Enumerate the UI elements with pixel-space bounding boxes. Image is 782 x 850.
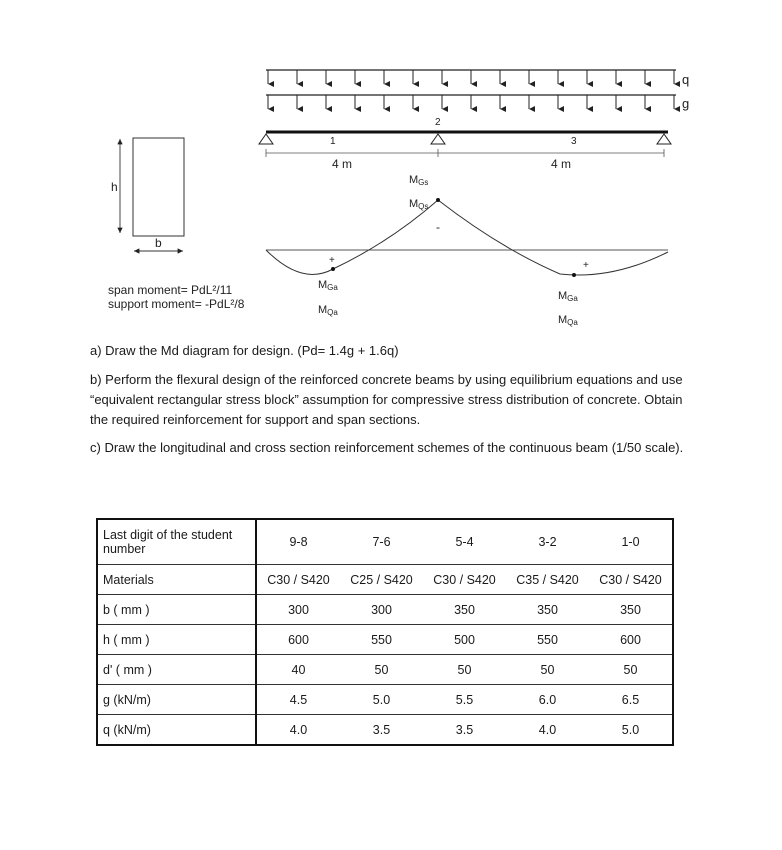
load-label-q: q [682, 72, 690, 87]
span-length-1: 4 m [332, 157, 353, 171]
table-row-label: d' ( mm ) [97, 655, 256, 685]
table-cell: 5.0 [589, 715, 673, 746]
support-1 [259, 134, 273, 144]
table-column-header: 5-4 [423, 519, 506, 565]
table-cell: 4.0 [506, 715, 589, 746]
question-c: c) Draw the longitudinal and cross section reinforcement schemes of the continuous beam (1/50 scale). [90, 440, 684, 455]
height-label: h [111, 180, 118, 194]
parameter-table [96, 518, 674, 746]
support-moment-point [436, 198, 440, 202]
table-row-label: Materials [97, 565, 256, 595]
section-number-1: 1 [330, 136, 336, 147]
table-cell: 550 [340, 625, 423, 655]
table-cell: 6.0 [506, 685, 589, 715]
dead-load-g [266, 95, 676, 109]
table-cell: 600 [589, 625, 673, 655]
span-length-2: 4 m [551, 157, 572, 171]
table-cell: 50 [506, 655, 589, 685]
table-cell: C30 / S420 [589, 565, 673, 595]
table-row [97, 655, 673, 685]
span-2-max-point [572, 273, 576, 277]
table-row-label: b ( mm ) [97, 595, 256, 625]
span-2-label-g: MGa [558, 290, 578, 303]
table-cell: 550 [506, 625, 589, 655]
table-row-label: h ( mm ) [97, 625, 256, 655]
table-row [97, 715, 673, 746]
dimension-line [266, 149, 664, 157]
support-sign: - [436, 220, 440, 234]
table-column-header: 3-2 [506, 519, 589, 565]
table-cell: 50 [340, 655, 423, 685]
span-1-max-point [331, 267, 335, 271]
table-header-label: Last digit of the student number [97, 519, 256, 565]
support-2 [431, 134, 445, 144]
table-cell: 50 [589, 655, 673, 685]
table-cell: 300 [340, 595, 423, 625]
beam-figure [0, 0, 782, 340]
table-row [97, 625, 673, 655]
question-b: b) Perform the flexural design of the reinforced concrete beams by using equilibrium equations and use “equivalent rectangular stress block” assumption for compressive stress distribution of concrete. Obtain the required reinforcement for support and span sections. [90, 372, 683, 427]
table-cell: 5.5 [423, 685, 506, 715]
support-label-q: MQs [409, 198, 429, 211]
live-load-q [266, 70, 676, 84]
table-row [97, 565, 673, 595]
table-cell: 500 [423, 625, 506, 655]
table-cell: 4.5 [256, 685, 340, 715]
span-2-sign: + [583, 260, 589, 271]
table-column-header: 9-8 [256, 519, 340, 565]
table-cell: 6.5 [589, 685, 673, 715]
table-cell: 600 [256, 625, 340, 655]
table-cell: C30 / S420 [423, 565, 506, 595]
table-cell: 50 [423, 655, 506, 685]
load-label-g: g [682, 96, 690, 111]
table-cell: 3.5 [423, 715, 506, 746]
span-2-label-q: MQa [558, 314, 578, 327]
table-cell: 40 [256, 655, 340, 685]
table-column-header: 1-0 [589, 519, 673, 565]
table-cell: 4.0 [256, 715, 340, 746]
table-row-label: g (kN/m) [97, 685, 256, 715]
span-moment-formula: span moment= PdL²/11 [108, 283, 233, 297]
table-cell: C35 / S420 [506, 565, 589, 595]
support-moment-formula: support moment= -PdL²/8 [108, 297, 245, 311]
span-1-label-q: MQa [318, 304, 338, 317]
table-cell: C25 / S420 [340, 565, 423, 595]
table-row-label: q (kN/m) [97, 715, 256, 746]
question-a: a) Draw the Md diagram for design. (Pd= 1.4g + 1.6q) [90, 343, 399, 358]
width-label: b [155, 236, 162, 250]
table-cell: 5.0 [340, 685, 423, 715]
cross-section [133, 138, 184, 236]
section-number-3: 3 [571, 136, 577, 147]
table-cell: C30 / S420 [256, 565, 340, 595]
table-cell: 350 [589, 595, 673, 625]
table-row [97, 595, 673, 625]
support-label-g: MGs [409, 174, 429, 187]
table-cell: 350 [423, 595, 506, 625]
table-row [97, 685, 673, 715]
span-1-label-g: MGa [318, 279, 338, 292]
span-1-sign: + [329, 255, 335, 266]
moment-curve [266, 200, 668, 275]
table-header-row [97, 519, 673, 565]
table-column-header: 7-6 [340, 519, 423, 565]
table-cell: 3.5 [340, 715, 423, 746]
support-3 [657, 134, 671, 144]
table-cell: 300 [256, 595, 340, 625]
section-number-2: 2 [435, 117, 441, 128]
table-cell: 350 [506, 595, 589, 625]
